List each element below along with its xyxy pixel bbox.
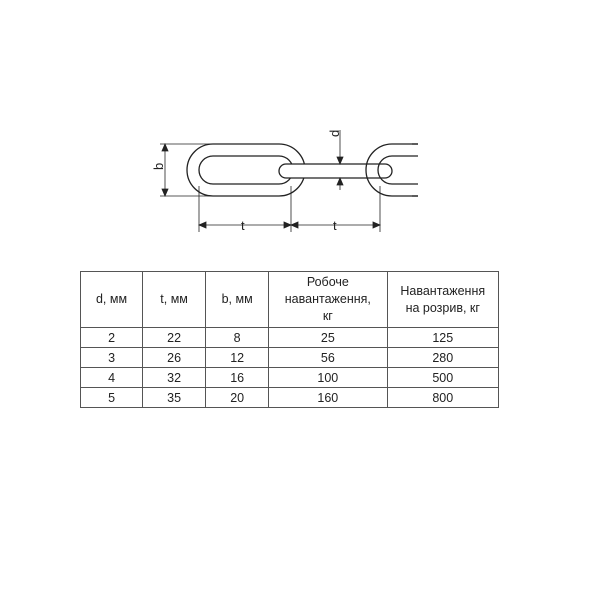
cell-t: 35 xyxy=(143,388,206,408)
cell-t: 22 xyxy=(143,328,206,348)
cell-working-load: 160 xyxy=(269,388,387,408)
cell-d: 5 xyxy=(81,388,143,408)
cell-breaking-load: 800 xyxy=(387,388,498,408)
cell-breaking-load: 500 xyxy=(387,368,498,388)
cell-t: 32 xyxy=(143,368,206,388)
cell-working-load: 56 xyxy=(269,348,387,368)
cell-working-load: 25 xyxy=(269,328,387,348)
dim-label-t-left: t xyxy=(241,218,245,233)
chain-link-middle xyxy=(279,164,392,178)
table-row xyxy=(81,328,499,348)
dim-label-d: d xyxy=(327,129,342,137)
header-d xyxy=(81,272,143,328)
dim-label-b: b xyxy=(151,162,166,170)
cell-d: 2 xyxy=(81,328,143,348)
header-breaking-load xyxy=(387,272,498,328)
cell-working-load: 100 xyxy=(269,368,387,388)
chain-drawing xyxy=(0,0,600,250)
cell-breaking-load: 280 xyxy=(387,348,498,368)
cell-d: 4 xyxy=(81,368,143,388)
cell-t: 26 xyxy=(143,348,206,368)
header-t xyxy=(143,272,206,328)
header-working-load-line3: кг xyxy=(322,309,333,323)
specification-table xyxy=(80,271,499,408)
header-working-load-line2: навантаження, xyxy=(284,292,371,306)
header-b-text: b, мм xyxy=(221,292,253,306)
table-row xyxy=(81,388,499,408)
cell-b: 20 xyxy=(206,388,269,408)
header-breaking-load-line1: Навантаження xyxy=(400,283,486,298)
cell-b: 16 xyxy=(206,368,269,388)
cell-b: 12 xyxy=(206,348,269,368)
chain-diagram xyxy=(0,0,600,250)
header-b xyxy=(206,272,269,328)
header-working-load xyxy=(269,272,387,328)
cell-d: 3 xyxy=(81,348,143,368)
cell-b: 8 xyxy=(206,328,269,348)
table-header-row xyxy=(81,272,499,328)
table-row xyxy=(81,368,499,388)
header-working-load-line1: Робоче xyxy=(306,275,349,289)
table-row xyxy=(81,348,499,368)
header-t-text: t, мм xyxy=(160,292,188,306)
header-breaking-load-line2: на розрив, кг xyxy=(405,300,480,315)
dim-label-t-right: t xyxy=(333,218,337,233)
header-d-text: d, мм xyxy=(95,292,128,306)
cell-breaking-load: 125 xyxy=(387,328,498,348)
